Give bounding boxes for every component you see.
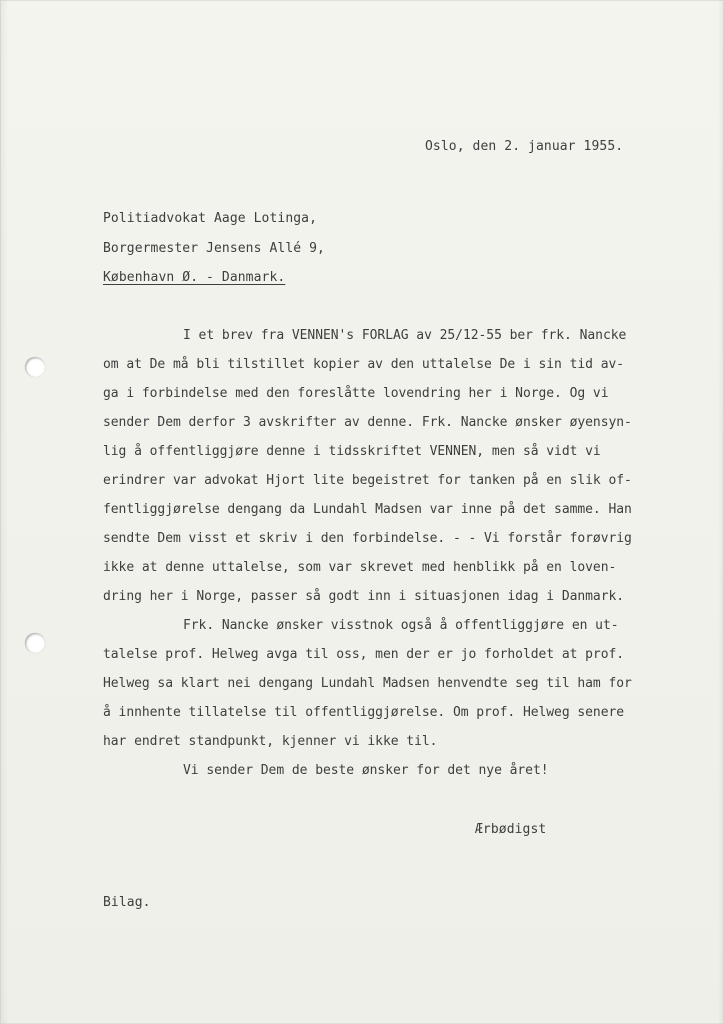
body-line: erindrer var advokat Hjort lite begeistret for tanken på en slik of- [103,473,632,488]
recipient-city: København Ø. - Danmark. [103,270,286,285]
date-line: Oslo, den 2. januar 1955. [425,139,624,154]
body-line: om at De må bli tilstillet kopier av den uttalelse De i sin tid av- [103,357,625,372]
body-line: å innhente tillatelse til offentliggjørelse. Om prof. Helweg senere [103,705,625,720]
enclosure-note: Bilag. [103,895,151,910]
recipient-name: Politiadvokat Aage Lotinga, [103,211,318,226]
letter-body [103,326,713,790]
body-line: Frk. Nancke ønsker visstnok også å offentliggjøre en ut- [183,618,619,633]
body-line: dring her i Norge, passer så godt inn i situasjonen idag i Danmark. [103,589,625,604]
body-line: Vi sender Dem de beste ønsker for det nye året! [183,763,549,778]
body-line: ikke at denne uttalelse, som var skrevet med henblikk på en loven- [103,560,617,575]
punch-hole-bottom [25,633,45,653]
body-line: lig å offentliggjøre denne i tidsskriftet VENNEN, men så vidt vi [103,444,601,459]
punch-hole-top [25,357,45,377]
body-line: Helweg sa klart nei dengang Lundahl Madsen henvendte seg til ham for [103,676,632,691]
body-line: sender Dem derfor 3 avskrifter av denne. Frk. Nancke ønsker øyensyn- [103,415,632,430]
body-line: ga i forbindelse med den foreslåtte lovendring her i Norge. Og vi [103,386,609,401]
body-line: I et brev fra VENNEN's FORLAG av 25/12-55 ber frk. Nancke [183,328,627,343]
body-line: talelse prof. Helweg avga til oss, men der er jo forholdet at prof. [103,647,625,662]
body-line: sendte Dem visst et skriv i den forbindelse. - - Vi forstår forøvrig [103,531,632,546]
recipient-street: Borgermester Jensens Allé 9, [103,241,325,256]
body-line: fentliggjørelse dengang da Lundahl Madsen var inne på det samme. Han [103,502,632,517]
closing-salutation: Ærbødigst [475,822,547,837]
body-line: har endret standpunkt, kjenner vi ikke til. [103,734,438,749]
